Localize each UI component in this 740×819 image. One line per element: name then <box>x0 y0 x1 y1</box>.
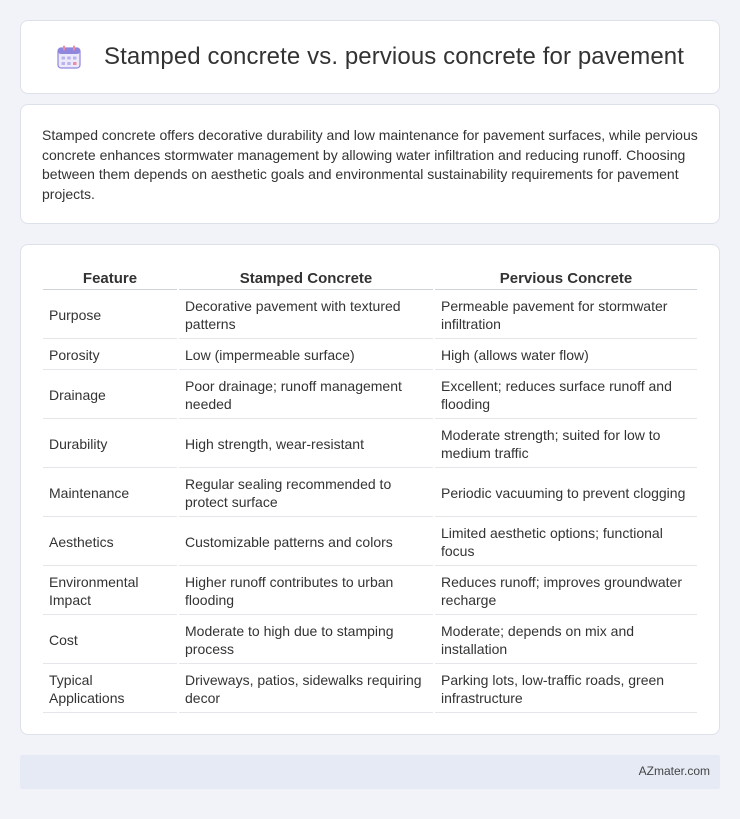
comparison-table <box>41 265 699 715</box>
feature-cell: Porosity <box>43 341 177 370</box>
feature-cell: Durability <box>43 421 177 468</box>
table-row <box>43 666 697 713</box>
pervious-cell: Moderate strength; suited for low to medium traffic <box>435 421 697 468</box>
header-pervious-concrete: Pervious Concrete <box>435 267 697 290</box>
intro-card <box>20 104 720 224</box>
stamped-cell: Higher runoff contributes to urban flooding <box>179 568 433 615</box>
table-header-row <box>43 267 697 290</box>
table-row <box>43 292 697 339</box>
stamped-cell: Moderate to high due to stamping process <box>179 617 433 664</box>
intro-paragraph: Stamped concrete offers decorative durability and low maintenance for pavement surfaces, while pervious concrete enhances stormwater management by allowing water infiltration and reducing runoff. Choosing between them depends on aesthetic goals and environmental sustainability requirements for pavement projects. <box>42 127 698 202</box>
pervious-cell: Excellent; reduces surface runoff and flooding <box>435 372 697 419</box>
stamped-cell: Regular sealing recommended to protect surface <box>179 470 433 517</box>
pervious-cell: High (allows water flow) <box>435 341 697 370</box>
feature-cell: Aesthetics <box>43 519 177 566</box>
feature-cell: Cost <box>43 617 177 664</box>
pervious-cell: Periodic vacuuming to prevent clogging <box>435 470 697 517</box>
table-row <box>43 568 697 615</box>
pervious-cell: Limited aesthetic options; functional focus <box>435 519 697 566</box>
pervious-cell: Reduces runoff; improves groundwater recharge <box>435 568 697 615</box>
pervious-cell: Moderate; depends on mix and installation <box>435 617 697 664</box>
comparison-table-card <box>20 244 720 735</box>
feature-cell: Maintenance <box>43 470 177 517</box>
stamped-cell: Customizable patterns and colors <box>179 519 433 566</box>
stamped-cell: Low (impermeable surface) <box>179 341 433 370</box>
feature-cell: Purpose <box>43 292 177 339</box>
calendar-icon <box>56 44 82 70</box>
pervious-cell: Parking lots, low-traffic roads, green infrastructure <box>435 666 697 713</box>
stamped-cell: Decorative pavement with textured patterns <box>179 292 433 339</box>
footer-bar <box>20 755 720 789</box>
feature-cell: Environmental Impact <box>43 568 177 615</box>
pervious-cell: Permeable pavement for stormwater infiltration <box>435 292 697 339</box>
stamped-cell: Driveways, patios, sidewalks requiring decor <box>179 666 433 713</box>
stamped-cell: High strength, wear-resistant <box>179 421 433 468</box>
table-row <box>43 421 697 468</box>
header-stamped-concrete: Stamped Concrete <box>179 267 433 290</box>
table-row <box>43 617 697 664</box>
title-card <box>20 20 720 94</box>
table-row <box>43 341 697 370</box>
footer-credit: AZmater.com <box>638 764 710 778</box>
table-row <box>43 519 697 566</box>
stamped-cell: Poor drainage; runoff management needed <box>179 372 433 419</box>
table-row <box>43 372 697 419</box>
header-feature: Feature <box>43 267 177 290</box>
feature-cell: Typical Applications <box>43 666 177 713</box>
table-row <box>43 470 697 517</box>
page-title: Stamped concrete vs. pervious concrete for pavement <box>103 43 685 70</box>
feature-cell: Drainage <box>43 372 177 419</box>
